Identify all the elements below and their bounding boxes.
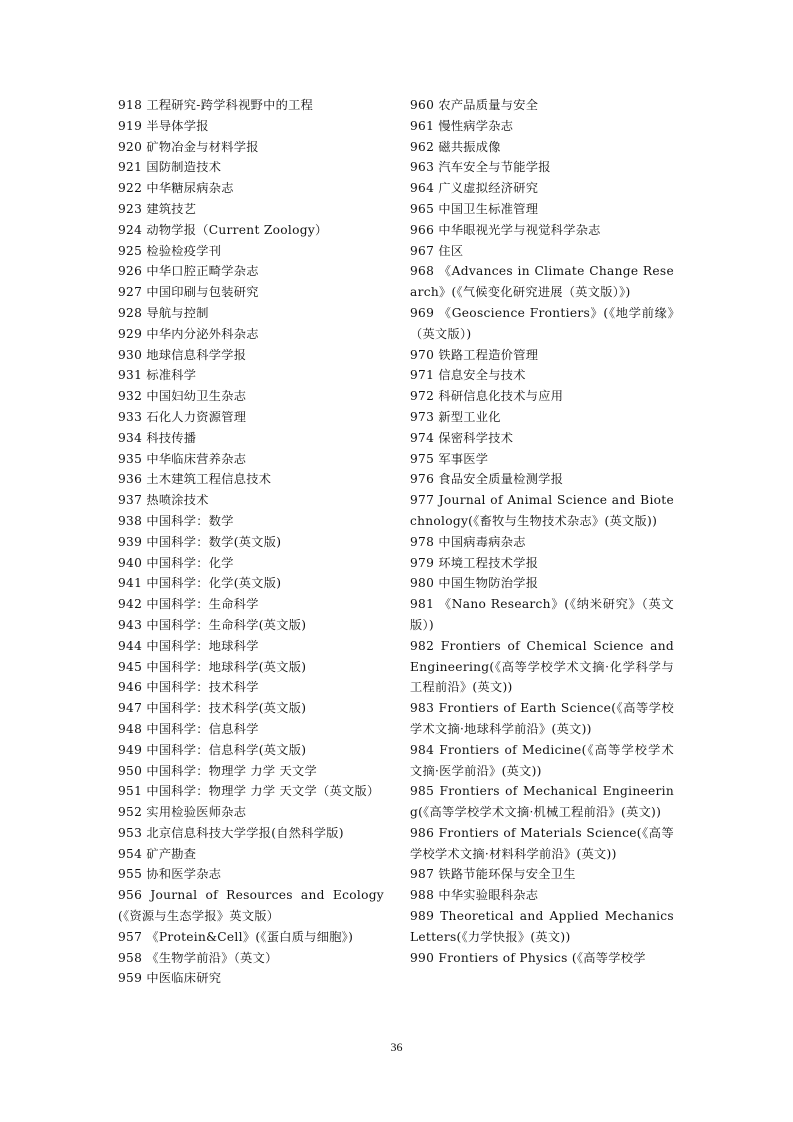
list-item: 964 广义虚拟经济研究 xyxy=(410,181,539,196)
list-item: 944 中国科学：地球科学 xyxy=(118,638,259,653)
list-item: 923 建筑技艺 xyxy=(118,201,197,216)
list-item: 932 中国妇幼卫生杂志 xyxy=(118,389,247,404)
list-item: 974 保密科学技术 xyxy=(410,430,514,445)
list-item: 972 科研信息化技术与应用 xyxy=(410,389,564,404)
list-item: 969 《Geoscience Frontiers》(《地学前缘》（英文版）) xyxy=(410,305,674,341)
list-item: 959 中医临床研究 xyxy=(118,971,222,986)
list-item: 925 检验检疫学刊 xyxy=(118,243,222,258)
list-item: 919 半导体学报 xyxy=(118,118,209,133)
list-item: 920 矿物冶金与材料学报 xyxy=(118,139,259,154)
list-item: 968 《Advances in Climate Change Research》(《气候变化研究进展（英文版）》) xyxy=(410,264,674,300)
list-item: 980 中国生物防治学报 xyxy=(410,576,539,591)
list-item: 934 科技传播 xyxy=(118,430,197,445)
list-item: 927 中国印刷与包装研究 xyxy=(118,285,259,300)
list-item: 961 慢性病学杂志 xyxy=(410,118,514,133)
list-item: 949 中国科学：信息科学(英文版) xyxy=(118,742,307,757)
list-item: 940 中国科学：化学 xyxy=(118,555,234,570)
list-item: 982 Frontiers of Chemical Science and Engineering(《高等学校学术文摘·化学科学与工程前沿》(英文)) xyxy=(410,638,674,695)
list-item: 975 军事医学 xyxy=(410,451,489,466)
list-item: 960 农产品质量与安全 xyxy=(410,98,539,112)
list-item: 943 中国科学：生命科学(英文版) xyxy=(118,617,307,632)
list-item: 953 北京信息科技大学学报(自然科学版) xyxy=(118,825,344,840)
list-item: 941 中国科学：化学(英文版) xyxy=(118,576,282,591)
list-item: 931 标准科学 xyxy=(118,368,197,383)
list-item: 948 中国科学：信息科学 xyxy=(118,721,259,736)
list-item: 937 热喷涂技术 xyxy=(118,493,209,508)
list-item: 921 国防制造技术 xyxy=(118,160,222,175)
list-item: 958 《生物学前沿》（英文） xyxy=(118,950,278,965)
left-column xyxy=(118,95,384,989)
list-item: 947 中国科学：技术科学(英文版) xyxy=(118,701,307,716)
list-item: 963 汽车安全与节能学报 xyxy=(410,160,551,175)
list-item: 935 中华临床营养杂志 xyxy=(118,451,247,466)
list-item: 955 协和医学杂志 xyxy=(118,867,222,882)
list-item: 924 动物学报（Current Zoology） xyxy=(118,222,328,237)
list-item: 936 土木建筑工程信息技术 xyxy=(118,472,272,487)
right-column xyxy=(410,95,674,968)
list-item: 933 石化人力资源管理 xyxy=(118,409,247,424)
list-item: 967 住区 xyxy=(410,243,464,258)
list-item: 945 中国科学：地球科学(英文版) xyxy=(118,659,307,674)
list-item: 976 食品安全质量检测学报 xyxy=(410,472,564,487)
list-item: 942 中国科学：生命科学 xyxy=(118,597,259,612)
list-item: 989 Theoretical and Applied Mechanics Letters(《力学快报》(英文)) xyxy=(410,909,674,944)
list-item: 978 中国病毒病杂志 xyxy=(410,534,526,549)
list-item: 965 中国卫生标准管理 xyxy=(410,201,539,216)
list-item: 970 铁路工程造价管理 xyxy=(410,347,539,362)
list-item: 946 中国科学：技术科学 xyxy=(118,680,259,695)
list-item: 950 中国科学：物理学 力学 天文学 xyxy=(118,763,318,778)
list-item: 939 中国科学：数学(英文版) xyxy=(118,534,282,549)
list-item: 983 Frontiers of Earth Science(《高等学校学术文摘·地球科学前沿》(英文)) xyxy=(410,701,674,736)
list-item: 954 矿产勘查 xyxy=(118,846,197,861)
list-item: 928 导航与控制 xyxy=(118,305,209,320)
list-item: 985 Frontiers of Mechanical Engineering(《高等学校学术文摘·机械工程前沿》(英文)) xyxy=(410,784,674,820)
list-item: 973 新型工业化 xyxy=(410,409,501,424)
list-item: 986 Frontiers of Materials Science(《高等学校学术文摘·材料科学前沿》(英文)) xyxy=(410,825,674,861)
list-item: 957 《Protein&Cell》(《蛋白质与细胞》) xyxy=(118,929,354,944)
list-item: 971 信息安全与技术 xyxy=(410,368,526,383)
list-item: 918 工程研究-跨学科视野中的工程 xyxy=(118,98,314,112)
list-item: 988 中华实验眼科杂志 xyxy=(410,888,539,903)
list-item: 926 中华口腔正畸学杂志 xyxy=(118,264,259,279)
list-item: 951 中国科学：物理学 力学 天文学（英文版） xyxy=(118,784,380,799)
list-item: 979 环境工程技术学报 xyxy=(410,555,539,570)
list-item: 922 中华糖尿病杂志 xyxy=(118,181,234,196)
list-item: 930 地球信息科学学报 xyxy=(118,347,247,362)
list-item: 962 磁共振成像 xyxy=(410,139,501,154)
list-item: 966 中华眼视光学与视觉科学杂志 xyxy=(410,222,601,237)
list-item: 929 中华内分泌外科杂志 xyxy=(118,326,259,341)
list-item: 938 中国科学：数学 xyxy=(118,513,234,528)
list-item: 977 Journal of Animal Science and Biotechnology(《畜牧与生物技术杂志》(英文版)) xyxy=(410,493,674,528)
list-item: 981 《Nano Research》(《纳米研究》（英文版）) xyxy=(410,597,674,632)
list-item: 984 Frontiers of Medicine(《高等学校学术文摘·医学前沿》(英文)) xyxy=(410,742,674,778)
list-item: 956 Journal of Resources and Ecology(《资源与生态学报》英文版） xyxy=(118,888,384,924)
list-item: 952 实用检验医师杂志 xyxy=(118,805,247,820)
list-item: 990 Frontiers of Physics (《高等学校学 xyxy=(410,950,646,965)
list-item: 987 铁路节能环保与安全卫生 xyxy=(410,867,576,882)
page-number: 36 xyxy=(390,1040,403,1054)
